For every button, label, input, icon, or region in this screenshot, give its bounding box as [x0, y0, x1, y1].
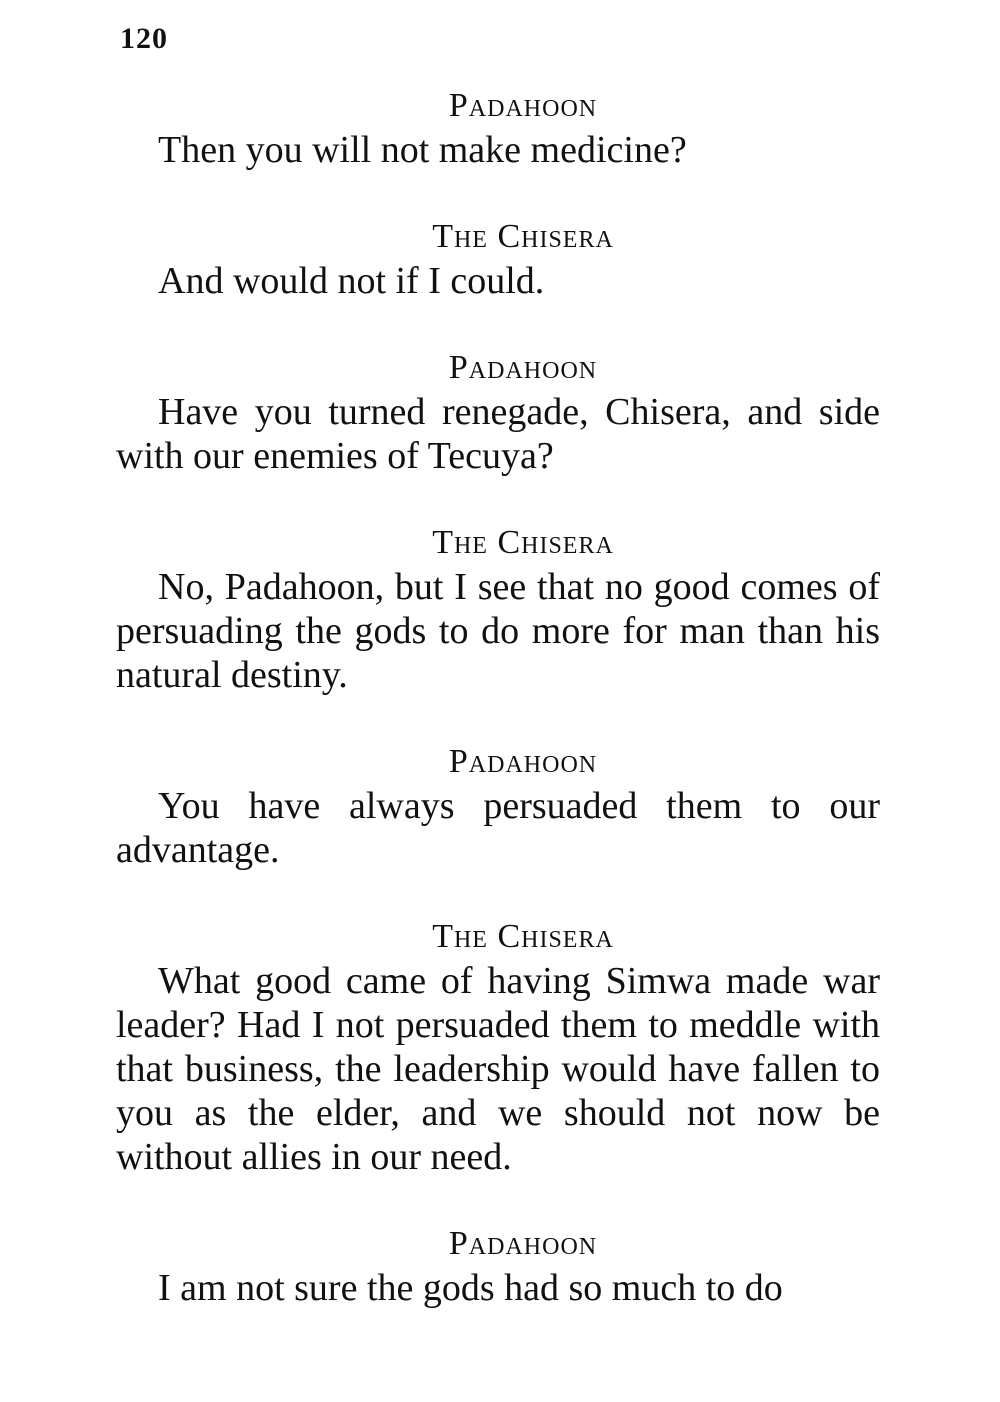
dialogue-block: [116, 215, 880, 303]
speaker-name: Padahoon: [448, 349, 598, 386]
speaker-name: Padahoon: [448, 1225, 598, 1262]
speaker-name: Padahoon: [448, 87, 598, 124]
dialogue-block: [116, 521, 880, 697]
dialogue-line: What good came of having Simwa made war leader? Had I not persuaded them to meddle with that business, the leadership would have fallen to you as the elder, and we should not now be without allies in our need.: [116, 960, 880, 1178]
dialogue-line: Have you turned renegade, Chisera, and side with our enemies of Tecuya?: [116, 391, 880, 477]
dialogue-line: You have always persuaded them to our advantage.: [116, 785, 880, 871]
speaker-name: The Chisera: [432, 218, 614, 255]
dialogue-line: I am not sure the gods had so much to do: [158, 1267, 783, 1309]
speaker-name: The Chisera: [432, 918, 614, 955]
dialogue-block: [116, 740, 880, 872]
dialogue-block: [116, 84, 880, 172]
page-number: 120: [120, 22, 168, 55]
dialogue-line: Then you will not make medicine?: [158, 129, 687, 171]
speaker-name: The Chisera: [432, 524, 614, 561]
dialogue-line: And would not if I could.: [158, 260, 545, 302]
dialogue-block: [116, 1222, 880, 1310]
dialogue-block: [116, 915, 880, 1179]
speaker-name: Padahoon: [448, 743, 598, 780]
dialogue-page: [116, 84, 880, 1310]
dialogue-line: No, Padahoon, but I see that no good comes of persuading the gods to do more for man than his natural destiny.: [116, 566, 880, 696]
dialogue-block: [116, 346, 880, 478]
